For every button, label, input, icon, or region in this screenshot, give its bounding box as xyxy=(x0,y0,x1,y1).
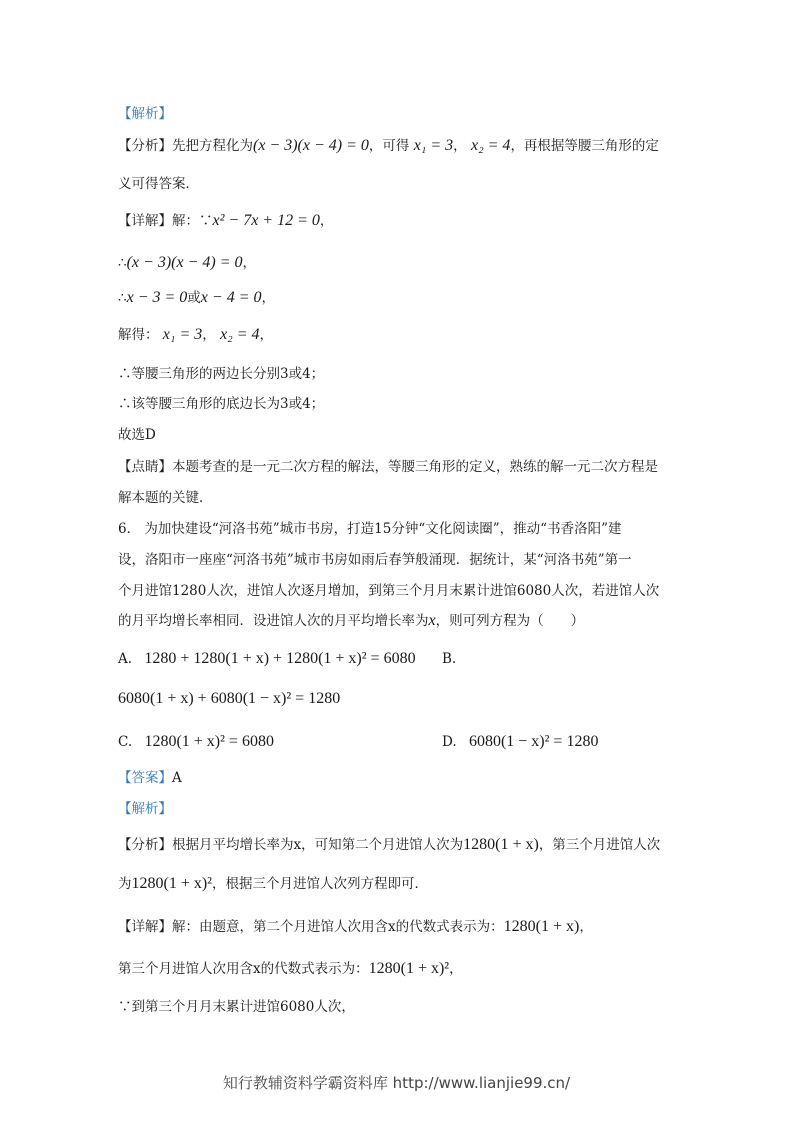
equation: x − 3 = 0 xyxy=(126,289,188,306)
option-label: D. xyxy=(442,734,457,750)
detail-line-4 xyxy=(118,326,273,344)
detail-line-1 xyxy=(118,212,333,230)
variable: x xyxy=(428,612,436,629)
equation: 1280(1 + x)² xyxy=(368,960,450,977)
option-equation: 6080(1 − x)² = 1280 xyxy=(468,733,599,750)
analysis2-line-2 xyxy=(118,875,428,893)
text: 解得： xyxy=(118,327,159,343)
question-line-2: 设，洛阳市一座座“河洛书苑”城市书房如雨后春笋般涌现．据统计，某“河洛书苑”第一 xyxy=(118,552,632,568)
text: ，第三个月进馆人次 xyxy=(538,837,661,853)
text: ， xyxy=(259,327,274,343)
text: ， xyxy=(319,213,334,229)
text: ， xyxy=(261,290,275,306)
analysis-line-1 xyxy=(118,137,659,155)
question-line-4 xyxy=(118,612,584,630)
text: 【分析】先把方程化为 xyxy=(118,138,253,154)
text: 【详解】解：∵ xyxy=(118,213,213,229)
equation: (x − 3)(x − 4) = 0 xyxy=(253,137,369,154)
equation: x₁ = 3 xyxy=(162,326,203,343)
detail-line-2 xyxy=(118,254,256,272)
comment-line-2: 解本题的关键． xyxy=(118,490,213,506)
text: ，再根据等腰三角形的定 xyxy=(510,138,659,154)
option-equation: 1280(1 + x)² = 6080 xyxy=(144,733,274,750)
equation: 1280(1 + x)² xyxy=(131,875,212,892)
option-label: A. xyxy=(118,651,133,667)
detail2-line-2 xyxy=(118,960,463,978)
question-line-3: 个月进馆1280人次，进馆人次逐月增加，到第三个月月末累计进馆6080人次，若进馆人次 xyxy=(118,583,660,599)
section-heading-analysis-2: 【解析】 xyxy=(118,801,172,817)
text: ∴ xyxy=(118,255,127,271)
footer-watermark: 知行教辅资料学霸资料库 http://www.lianjie99.cn/ xyxy=(222,1074,571,1092)
detail-line-6: ∴该等腰三角形的底边长为3或4； xyxy=(118,396,325,412)
equation: 1280(1 + x) xyxy=(463,836,539,853)
text: ，根据三个月进馆人次列方程即可． xyxy=(211,876,428,892)
detail2-line-1 xyxy=(118,918,593,936)
text: ，可得 xyxy=(368,138,410,154)
analysis2-line-1 xyxy=(118,836,660,854)
equation: x − 4 = 0 xyxy=(200,289,262,306)
equation: x₂ = 4 xyxy=(470,137,511,154)
option-b-label: B. xyxy=(442,651,457,667)
equation: (x − 3)(x − 4) = 0 xyxy=(126,254,243,271)
equation: 1280(1 + x) xyxy=(503,918,580,935)
detail-line-5: ∴等腰三角形的两边长分别3或4； xyxy=(118,366,325,382)
answer-line xyxy=(118,769,182,787)
option-a xyxy=(118,650,416,668)
detail-line-7: 故选D xyxy=(118,427,156,443)
text: 为 xyxy=(118,876,132,892)
option-c xyxy=(118,733,274,751)
option-label: C. xyxy=(118,734,133,750)
answer-value: A xyxy=(172,770,182,786)
analysis-line-2: 义可得答案． xyxy=(118,176,199,192)
question-line-1: 6． 为加快建设“河洛书苑”城市书房，打造15分钟“文化阅读圈”，推动“书香洛阳”建 xyxy=(118,521,622,537)
detail-line-3 xyxy=(118,289,275,307)
text: 【分析】根据月平均增长率为x，可知第二个月进馆人次为 xyxy=(118,837,464,853)
text: ， xyxy=(453,138,467,154)
text: ， xyxy=(579,919,593,935)
text: ， xyxy=(202,327,216,343)
detail2-line-3: ∵到第三个月月末累计进馆6080人次， xyxy=(118,999,355,1015)
option-d xyxy=(442,733,598,751)
equation: x² − 7x + 12 = 0 xyxy=(212,212,320,229)
text: ，则可列方程为（ ） xyxy=(435,613,585,629)
text: 第三个月进馆人次用含x的代数式表示为： xyxy=(118,961,369,977)
answer-label: 【答案】 xyxy=(118,770,172,786)
equation: x₁ = 3 xyxy=(413,137,454,154)
section-heading-analysis: 【解析】 xyxy=(118,106,172,122)
text: ， xyxy=(449,961,463,977)
text: ， xyxy=(242,255,256,271)
text: 或 xyxy=(187,290,201,306)
equation: x₂ = 4 xyxy=(220,326,260,343)
text: ∴ xyxy=(118,290,127,306)
comment-line-1: 【点睛】本题考查的是一元二次方程的解法，等腰三角形的定义，熟练的解一元二次方程是 xyxy=(118,459,658,475)
option-b-equation: 6080(1 + x) + 6080(1 − x)² = 1280 xyxy=(118,690,341,707)
option-equation: 1280 + 1280(1 + x) + 1280(1 + x)² = 6080 xyxy=(144,650,416,667)
text: 的月平均增长率相同．设进馆人次的月平均增长率为 xyxy=(118,613,429,629)
text: 【详解】解：由题意，第二个月进馆人次用含x的代数式表示为： xyxy=(118,919,504,935)
